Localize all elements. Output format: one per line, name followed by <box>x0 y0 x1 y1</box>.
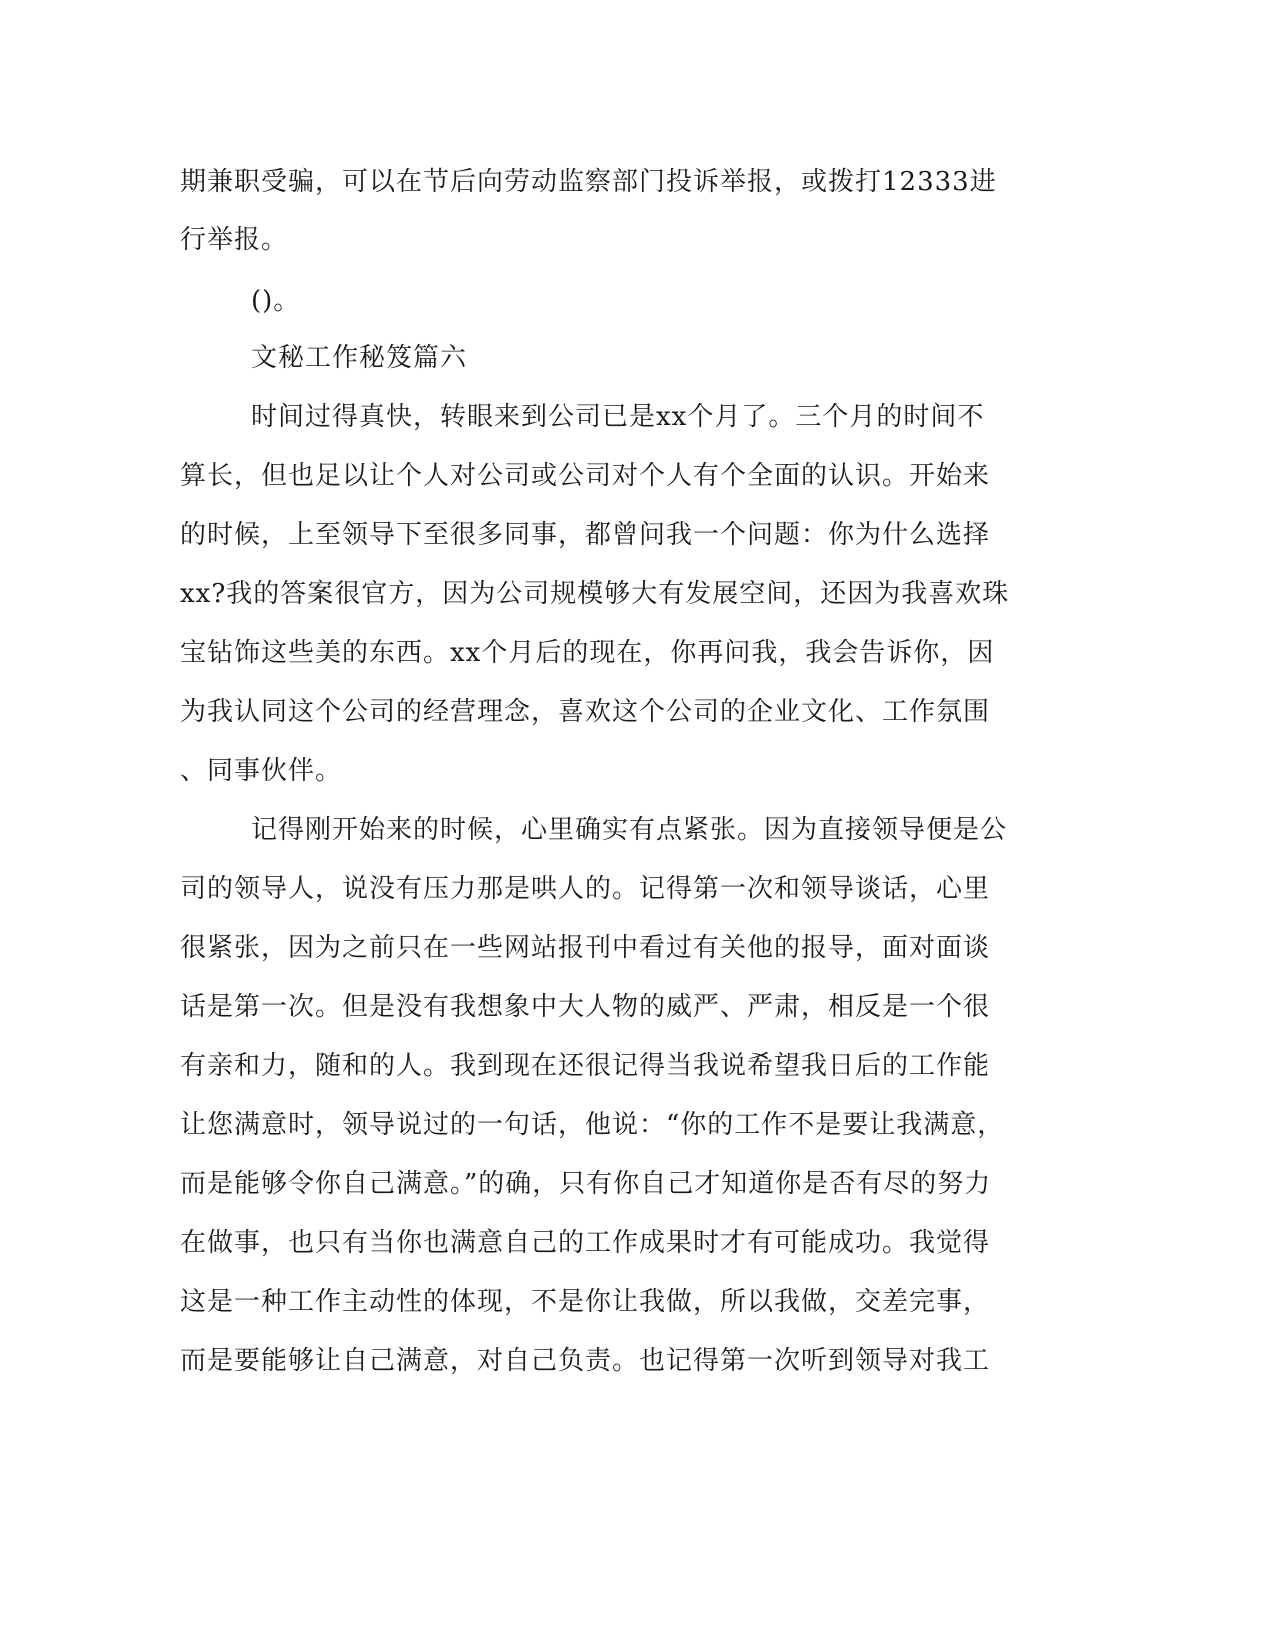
text-line: 记得刚开始来的时候，心里确实有点紧张。因为直接领导便是公 <box>251 815 1008 845</box>
text-line: 有亲和力，随和的人。我到现在还很记得当我说希望我日后的工作能 <box>180 1051 991 1081</box>
text-line: 而是能够令你自己满意。”的确，只有你自己才知道你是否有尽的努力 <box>180 1169 992 1199</box>
text-line: 算长，但也足以让个人对公司或公司对个人有个全面的认识。开始来 <box>180 461 991 491</box>
text-line: 的时候，上至领导下至很多同事，都曾问我一个问题：你为什么选择 <box>180 520 991 550</box>
text-line: 让您满意时，领导说过的一句话，他说：“你的工作不是要让我满意， <box>180 1110 1005 1140</box>
text-line: 而是要能够让自己满意，对自己负责。也记得第一次听到领导对我工 <box>180 1346 991 1376</box>
text-line: xx?我的答案很官方，因为公司规模够大有发展空间，还因为我喜欢珠 <box>180 579 1010 609</box>
text-line: 行举报。 <box>180 225 289 255</box>
section-heading: 文秘工作秘笈篇六 <box>251 343 468 373</box>
text-line: 很紧张，因为之前只在一些网站报刊中看过有关他的报导，面对面谈 <box>180 933 991 963</box>
text-line: 期兼职受骗，可以在节后向劳动监察部门投诉举报，或拨打12333进 <box>180 167 997 197</box>
text-line: 话是第一次。但是没有我想象中大人物的威严、严肃，相反是一个很 <box>180 992 991 1022</box>
text-line: 为我认同这个公司的经营理念，喜欢这个公司的企业文化、工作氛围 <box>180 697 991 727</box>
text-line: 这是一种工作主动性的体现，不是你让我做，所以我做，交差完事， <box>180 1287 991 1317</box>
text-line: 在做事，也只有当你也满意自己的工作成果时才有可能成功。我觉得 <box>180 1228 991 1258</box>
text-line: ()。 <box>251 286 301 316</box>
text-line: 时间过得真快，转眼来到公司已是xx个月了。三个月的时间不 <box>251 402 985 432</box>
text-line: 司的领导人，说没有压力那是哄人的。记得第一次和领导谈话，心里 <box>180 874 991 904</box>
text-line: 、同事伙伴。 <box>180 756 343 786</box>
text-line: 宝钻饰这些美的东西。xx个月后的现在，你再问我，我会告诉你，因 <box>180 638 995 668</box>
